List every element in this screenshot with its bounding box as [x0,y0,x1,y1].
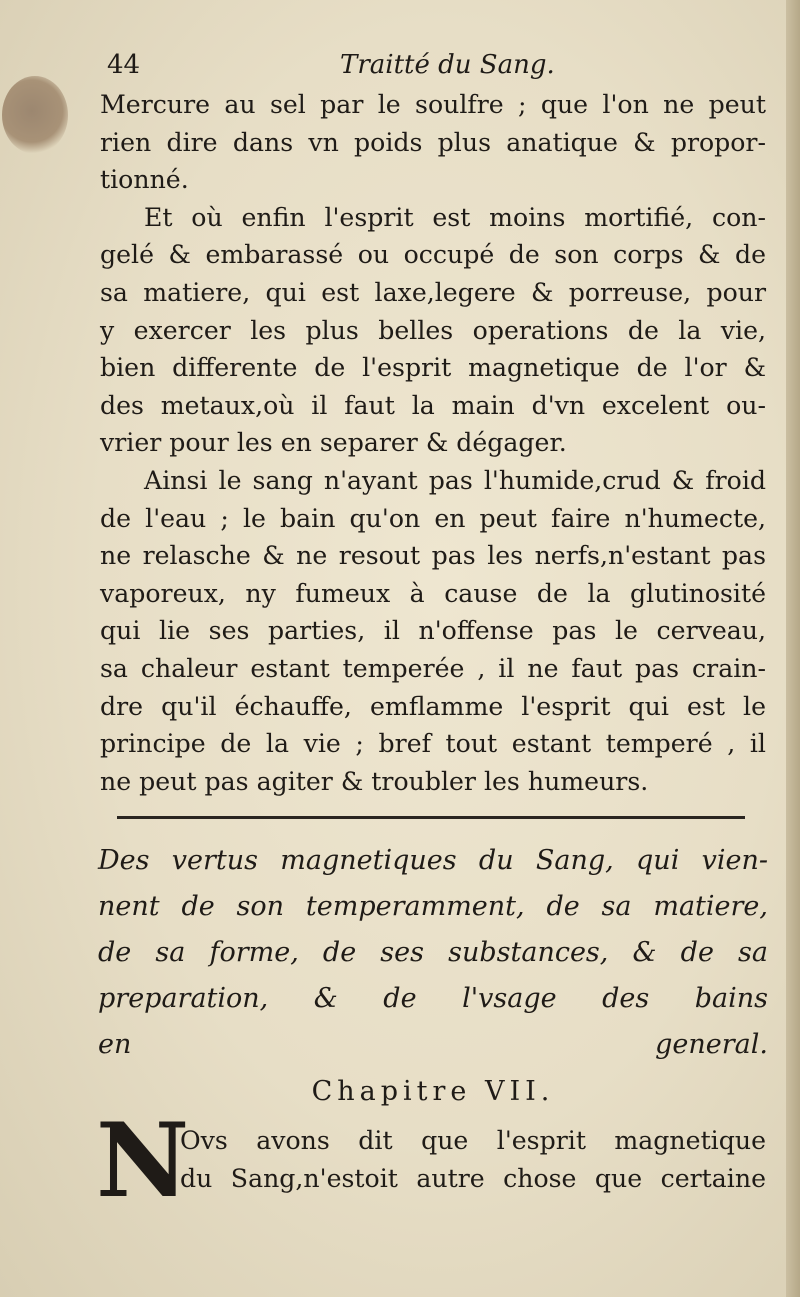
chapter-text [180,1122,766,1198]
section-title [98,838,768,1068]
text-line: qui lie ses parties, il n'offense pas le cerveau, [100,616,766,646]
text-line: ne relasche & ne resout pas les nerfs,n'estant pas [100,541,766,571]
text-line: de l'eau ; le bain qu'on en peut faire n'humecte, [100,503,766,533]
paper-stain [2,76,68,154]
text-line: principe de la vie ; bref tout estant temperé , il [100,729,766,759]
page-edge [786,0,800,1297]
body-text [100,86,766,800]
chapter-heading: Chapitre VII. [311,1076,555,1107]
paragraph-2 [100,199,766,462]
text-line: Et où enfin l'esprit est moins mortifié, con- [144,202,766,232]
text-line: des metaux,où il faut la main d'vn excelent ou- [100,390,766,420]
paragraph-1 [100,86,766,199]
page-number: 44 [107,50,141,80]
text-line: dre qu'il échauffe, emflamme l'esprit qui est le [100,691,766,721]
running-title: Traitté du Sang. [340,50,555,80]
text-line: vaporeux, ny fumeux à cause de la glutinosité [100,578,766,608]
section-divider [117,816,745,819]
section-title-line: Des vertus magnetiques du Sang, qui vien- [98,845,768,876]
text-line: ne peut pas agiter & troubler les humeurs. [100,766,649,796]
section-title-line: nent de son temperamment, de sa matiere, [98,891,768,922]
section-title-line: en general. [98,1029,768,1060]
text-line: Ainsi le sang n'ayant pas l'humide,crud & froid [144,465,766,495]
section-title-line: de sa forme, de ses substances, & de sa [98,937,768,968]
text-line: Mercure au sel par le soulfre ; que l'on ne peut [100,90,766,119]
text-line: tionné. [100,165,189,195]
paragraph-3 [100,462,766,800]
text-line: sa matiere, qui est laxe,legere & porreuse, pour [100,277,766,307]
text-line: gelé & embarassé ou occupé de son corps & de [100,240,766,270]
section-title-line: preparation, & de l'vsage des bains [98,983,768,1014]
text-line: Ovs avons dit que l'esprit magnetique [180,1126,766,1155]
text-line: du Sang,n'estoit autre chose que certaine [180,1164,766,1193]
text-line: y exercer les plus belles operations de la vie, [100,315,766,345]
text-line: vrier pour les en separer & dégager. [100,428,567,458]
text-line: rien dire dans vn poids plus anatique & propor- [100,127,766,157]
drop-cap: N [96,1101,190,1221]
running-header [107,50,767,90]
text-line: bien differente de l'esprit magnetique de l'or & [100,353,766,383]
text-line: sa chaleur estant temperée , il ne faut pas crain- [100,653,766,683]
